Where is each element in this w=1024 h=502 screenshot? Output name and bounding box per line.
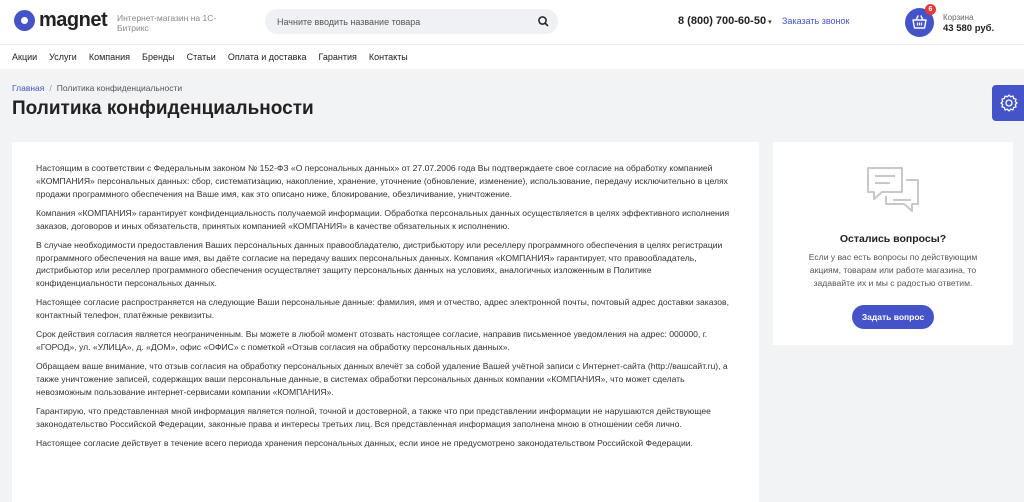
search-icon bbox=[534, 12, 553, 31]
policy-paragraph: В случае необходимости предоставления Ваших персональных данных правообладателю, дистрибьютору или реселлеру программного обеспечения в целях регистрации программного обеспечения на ваше имя, вы даёте согласие на передачу ваших персональных данных. Компания «КОМПАНИЯ» гарантирует, что правообладатель, дистрибьютор или реселлер программного обеспечения осуществляет защиту персональных данных на условиях, аналогичных изложенным в Политике конфиденциальности персональных данных. bbox=[36, 239, 723, 289]
search-input[interactable] bbox=[265, 9, 525, 34]
breadcrumb-separator: / bbox=[49, 83, 52, 93]
breadcrumb-current: Политика конфиденциальности bbox=[56, 83, 183, 93]
nav-item-brands[interactable]: Бренды bbox=[142, 52, 175, 62]
header bbox=[0, 0, 1024, 44]
questions-text: Если у вас есть вопросы по действующим акциям, товарам или работе магазина, то задавайте их и мы с радостью ответим. bbox=[808, 252, 978, 288]
nav-item-payment-delivery[interactable]: Оплата и доставка bbox=[227, 52, 307, 62]
questions-title: Остались вопросы? bbox=[839, 233, 947, 245]
cart-total[interactable]: 43 580 руб. bbox=[943, 23, 995, 34]
nav-item-services[interactable]: Услуги bbox=[49, 52, 77, 62]
policy-content bbox=[12, 142, 759, 502]
nav-item-contacts[interactable]: Контакты bbox=[368, 52, 408, 62]
nav-item-promotions[interactable]: Акции bbox=[12, 52, 38, 62]
settings-button[interactable] bbox=[992, 85, 1024, 121]
phone-number[interactable] bbox=[678, 15, 772, 27]
nav-item-warranty[interactable]: Гарантия bbox=[318, 52, 357, 62]
chevron-down-icon: ▾ bbox=[768, 19, 772, 26]
ask-question-button[interactable]: Задать вопрос bbox=[852, 305, 934, 329]
logo-mark-icon bbox=[14, 10, 35, 31]
nav-item-company[interactable]: Компания bbox=[88, 52, 131, 62]
policy-paragraph: Настоящее согласие действует в течение всего периода хранения персональных данных, если иное не предусмотрено законодательством Российской Федерации. bbox=[36, 438, 693, 449]
cart-count-badge: 6 bbox=[925, 4, 936, 15]
cart-label: Корзина bbox=[943, 13, 974, 22]
policy-paragraph: Срок действия согласия является неограниченным. Вы можете в любой момент отозвать настоящее согласие, направив письменное уведомления на адрес: 000000, г. «ГОРОД», ул. «УЛИЦА», д. «ДОМ», офис «ОФИС» с пометкой «Отзыв согласия на обработку персональных данных». bbox=[36, 329, 708, 353]
logo[interactable] bbox=[14, 10, 107, 31]
policy-paragraph: Настоящим в соответствии с Федеральным законом № 152-ФЗ «О персональных данных» от 27.07.2006 года Вы подтверждаете свое согласие на обработку компанией «КОМПАНИЯ» персональных данных: сбор, систематизацию, накопление, хранение, уточнение (обновление, изменение), использование, передачу исключительно в целях продажи программного обеспечения на Ваше имя, как это описано ниже, блокирование, обезличивание, уничтожение. bbox=[36, 163, 728, 199]
main-nav bbox=[0, 44, 1024, 69]
page-title: Политика конфиденциальности bbox=[12, 98, 314, 119]
policy-paragraph: Компания «КОМПАНИЯ» гарантирует конфиденциальность получаемой информации. Обработка персональных данных осуществляется в целях эффективного исполнения заказов, договоров и иных обязательств, принятых компанией «КОМПАНИЯ» в качестве обязательных к исполнению. bbox=[36, 207, 730, 231]
callback-link[interactable]: Заказать звонок bbox=[782, 16, 850, 26]
logo-text: magnet bbox=[39, 9, 108, 31]
tagline: Интернет-магазин на 1С-Битрикс bbox=[117, 13, 217, 33]
policy-paragraph: Гарантирую, что представленная мной информация является полной, точной и достоверной, а также что при представлении информации не нарушаются действующее законодательство Российской Федерации, законные права и интересы третьих лиц. Вся представленная информация заполнена мною в отношении себя лично. bbox=[36, 406, 711, 429]
gear-icon bbox=[992, 85, 1024, 121]
search-button[interactable] bbox=[534, 12, 553, 31]
phone-text: 8 (800) 700-60-50 bbox=[678, 15, 767, 27]
policy-paragraph: Обращаем ваше внимание, что отзыв согласия на обработку персональных данных влечёт за собой удаление Вашей учётной записи с Интернет-сайта (http://вашсайт.ru), а также уничтожение записей, содержащих ваши персональные данные, в системах обработки персональных данных компании «КОМПАНИЯ», что может сделать невозможным пользование интернет-сервисами компании «КОМПАНИЯ». bbox=[36, 361, 728, 397]
chat-bubbles-icon bbox=[864, 164, 922, 220]
search-bar bbox=[265, 9, 558, 34]
policy-paragraph: Настоящее согласие распространяется на следующие Ваши персональные данные: фамилия, имя и отчество, адрес электронной почты, почтовый адрес доставки заказов, контактный телефон, платёжные реквизиты. bbox=[36, 297, 729, 321]
breadcrumb-home[interactable]: Главная bbox=[12, 83, 45, 93]
questions-card bbox=[773, 142, 1013, 345]
breadcrumb bbox=[12, 83, 182, 93]
nav-item-articles[interactable]: Статьи bbox=[186, 52, 216, 62]
